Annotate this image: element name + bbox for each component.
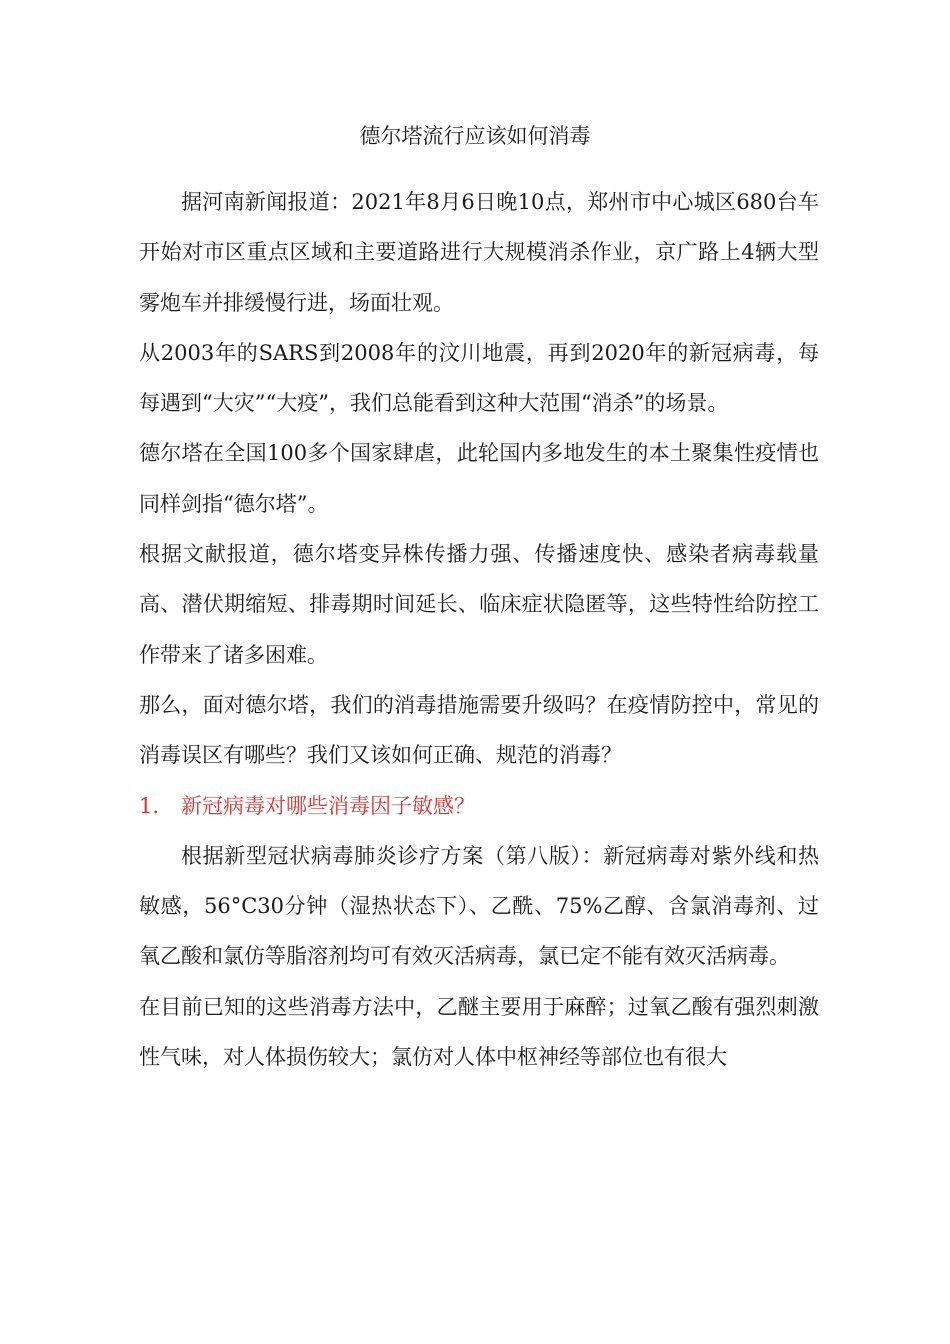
paragraph: 在目前已知的这些消毒方法中，乙醚主要用于麻醉；过氧乙酸有强烈刺激性气味，对人体损伤较大；氯仿对人体中枢神经等部位也有很大 bbox=[139, 994, 819, 1070]
paragraph: 根据新型冠状病毒肺炎诊疗方案（第八版）：新冠病毒对紫外线和热敏感，56°C30分钟（湿热状态下）、乙酰、75%乙醇、含氯消毒剂、过氧乙酸和氯仿等脂溶剂均可有效灭活病毒，氯已定不能有效灭活病毒。 bbox=[139, 843, 819, 969]
paragraph: 根据文献报道，德尔塔变异株传播力强、传播速度快、感染者病毒载量高、潜伏期缩短、排毒期时间延长、临床症状隐匿等，这些特性给防控工作带来了诸多困难。 bbox=[139, 542, 819, 667]
section-heading bbox=[139, 781, 819, 831]
document-body bbox=[139, 177, 819, 1082]
section-number: 1. bbox=[139, 793, 160, 818]
paragraph: 据河南新闻报道：2021年8月6日晚10点，郑州市中心城区680台车开始对市区重点区域和主要道路进行大规模消杀作业，京广路上4辆大型雾炮车并排缓慢行进，场面壮观。 bbox=[139, 190, 819, 315]
section-heading-text: 新冠病毒对哪些消毒因子敏感？ bbox=[181, 793, 476, 818]
paragraph: 从2003年的SARS到2008年的汶川地震，再到2020年的新冠病毒，每每遇到“大灾”“大疫”，我们总能看到这种大范围“消杀”的场景。 bbox=[139, 340, 819, 416]
paragraph: 德尔塔在全国100多个国家肆虐，此轮国内多地发生的本土聚集性疫情也同样剑指“德尔塔”。 bbox=[139, 441, 819, 516]
paragraph: 那么，面对德尔塔，我们的消毒措施需要升级吗？在疫情防控中，常见的消毒误区有哪些？我们又该如何正确、规范的消毒？ bbox=[139, 692, 819, 768]
document-title: 德尔塔流行应该如何消毒 bbox=[359, 124, 591, 148]
